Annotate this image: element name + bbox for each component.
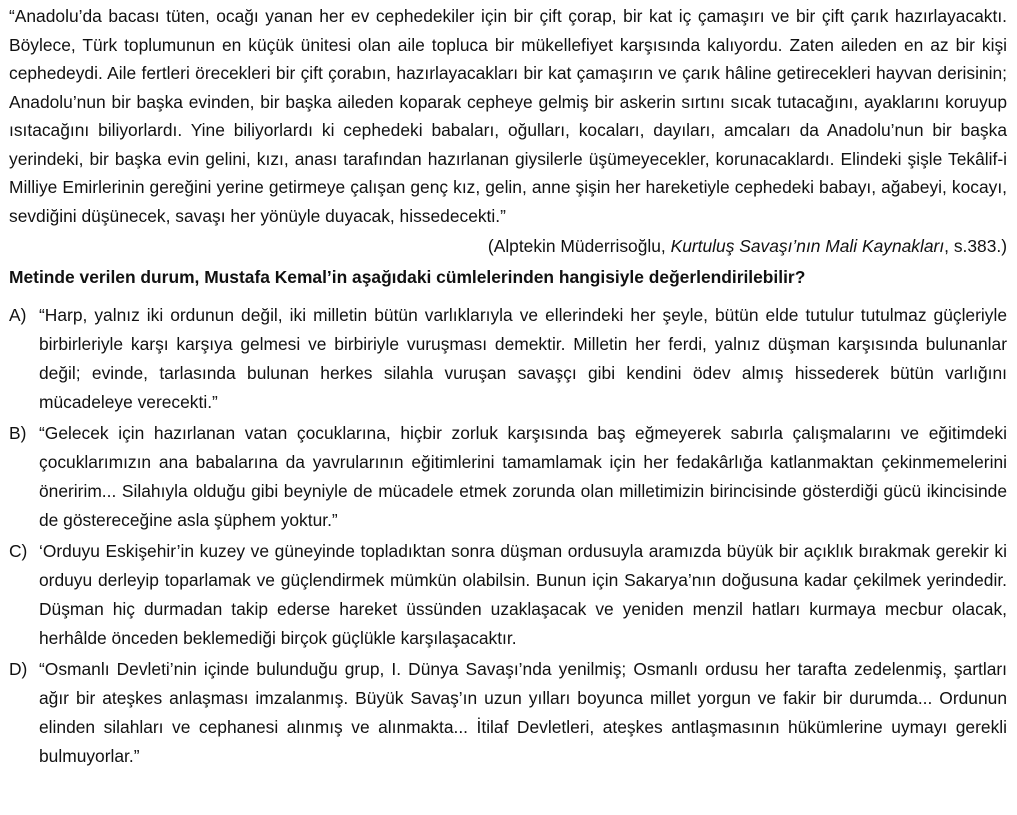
option-text: “Gelecek için hazırlanan vatan çocuklarına, hiçbir zorluk karşısında baş eğmeyerek sabırla çalışmalarını ve eğitimdeki çocuklarımızın ana babalarına da yavrularının eğitimlerini tamamlamak için her fedakârlığa katlanmaktan çekinmemelerini öneririm... Silahıyla olduğu gibi beyniyle de mücadele etmek zorunda olan milletimizin birincisinde gösterdiği gücü ikincisinde de göstereceğine asla şüphem yoktur.” — [39, 423, 1007, 530]
option-letter: A) — [9, 305, 27, 325]
reading-passage: “Anadolu’da bacası tüten, ocağı yanan her ev cephedekiler için bir çift çorap, bir kat iç çamaşırı ve bir çift çarık hazırlayacaktı. Böylece, Türk toplumunun en küçük ünitesi olan aile topluca bir mükellefiyet karşısında kalıyordu. Zaten aileden en az bir kişi cephedeydi. Aile fertleri örecekleri bir çift çorabın, hazırlayacakları bir kat çamaşırın ve çarık hâline getirecekleri hayvan derisinin; Anadolu’nun bir başka evinden, bir başka aileden koparak cepheye gelmiş bir askerin sırtını sıcak tutacağını, ayaklarını koruyup ısıtacağını biliyorlardı. Yine biliyorlardı ki cephedeki babaları, oğulları, kocaları, dayıları, amcaları da Anadolu’nun bir başka yerindeki, bir başka evin gelini, kızı, anası tarafından hazırlanan giysilerle üşümeyecekler, korunacaklardı. Elindeki şişle Tekâlif-i Milliye Emirlerinin gereğini yerine getirmeye çalışan genç kız, gelin, anne şişin her hareketiyle cephedeki babayı, ağabeyi, kocayı, sevdiğini düşünecek, savaşı her yönüyle duyacak, hissedecekti.” — [9, 6, 1007, 226]
option-letter: B) — [9, 423, 27, 443]
option-b[interactable] — [9, 419, 1007, 535]
option-text: “Harp, yalnız iki ordunun değil, iki milletin bütün varlıklarıyla ve ellerindeki her şeyle, bütün elde tutulur tutulmaz güçleriyle birbirleriyle karşı karşıya gelmesi ve birbiriyle vuruşması demektir. Milletin her ferdi, yalnız düşman karşısında bulunanlar değil; evinde, tarlasında bulunan herkes silahla vuruşan savaşçı gibi kendini ödev almış hissederek bütün varlığını mücadeleye verecekti.” — [39, 305, 1007, 412]
source-prefix: (Alptekin Müderrisoğlu, — [487, 236, 671, 256]
question-stem: Metinde verilen durum, Mustafa Kemal’in aşağıdaki cümlelerinden hangisiyle değerlendirilebilir? — [9, 267, 806, 287]
option-c[interactable] — [9, 537, 1007, 653]
question-page — [9, 2, 1007, 773]
option-a[interactable] — [9, 301, 1007, 417]
source-title: Kurtuluş Savaşı’nın Mali Kaynakları — [670, 236, 945, 256]
source-citation — [9, 232, 1007, 260]
option-text: ‘Orduyu Eskişehir’in kuzey ve güneyinde topladıktan sonra düşman ordusuyla aramızda büyük bir açıklık bırakmak gerekir ki orduyu derleyip toparlamak ve güçlendirmek mümkün olabilsin. Bunun için Sakarya’nın doğusuna kadar çekilmek yerindedir. Düşman hiç durmadan takip ederse hareket üssünden uzaklaşacak ve yeniden menzil hatları kurmaya mecbur olacak, herhâlde önceden beklemediği birçok güçlükle karşılaşacaktır. — [39, 541, 1007, 648]
source-suffix: , s.383.) — [944, 236, 1007, 256]
option-letter: C) — [9, 541, 28, 561]
option-text: “Osmanlı Devleti’nin içinde bulunduğu grup, I. Dünya Savaşı’nda yenilmiş; Osmanlı ordusu her tarafta zedelenmiş, şartları ağır bir ateşkes anlaşması imzalanmış. Büyük Savaş’ın uzun yılları boyunca millet yorgun ve fakir bir durumda... Ordunun elinden silahları ve cephanesi alınmış ve alınmakta... İtilaf Devletleri, ateşkes antlaşmasının hükümlerine uymayı gerekli bulmuyorlar.” — [39, 659, 1007, 766]
option-d[interactable] — [9, 655, 1007, 771]
option-letter: D) — [9, 659, 28, 679]
